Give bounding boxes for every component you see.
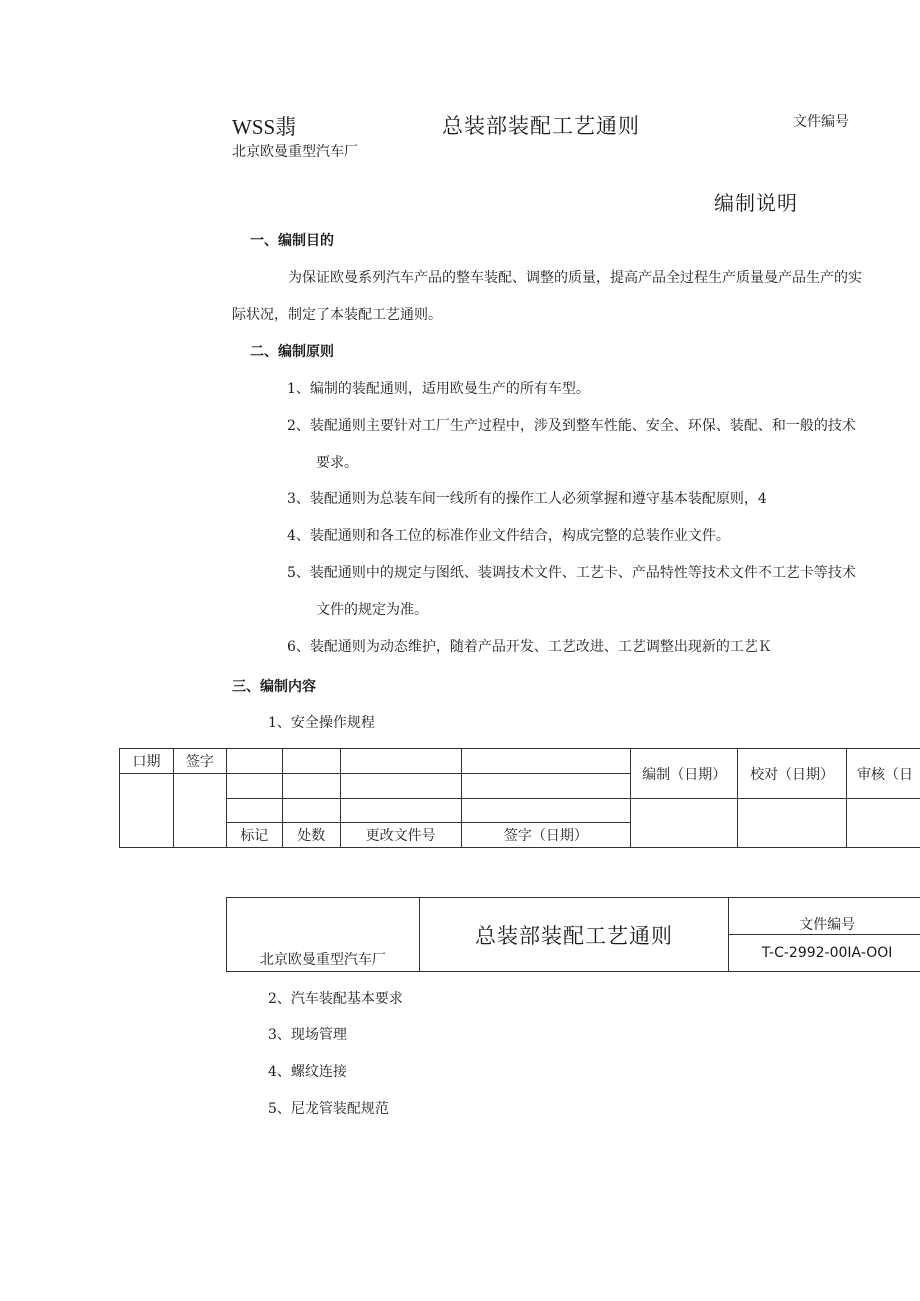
prepared-date-cell xyxy=(631,799,738,848)
principle-item-5-line2: 文件的规定为准。 xyxy=(316,602,428,618)
content-item-4: 4、螺纹连接 xyxy=(268,1064,347,1080)
empty-cell xyxy=(282,799,340,823)
date-header: 口期 xyxy=(120,749,174,774)
principle-item-2-line2: 要求。 xyxy=(316,455,358,471)
factory-name-cell: 北京欧曼重型汽车厂 xyxy=(227,898,420,972)
section-subtitle: 编制说明 xyxy=(714,191,798,215)
checked-date-cell xyxy=(738,799,847,848)
section-heading-purpose: 一、编制目的 xyxy=(250,233,334,249)
empty-cell xyxy=(282,749,340,774)
section-heading-contents: 三、编制内容 xyxy=(232,679,316,695)
content-item-3: 3、现场管理 xyxy=(268,1027,347,1043)
empty-cell xyxy=(340,799,461,823)
content-item-2: 2、汽车装配基本要求 xyxy=(268,991,403,1007)
purpose-paragraph-line1: 为保证欧曼系列汽车产品的整车装配、调整的质量，提高产品全过程生产质量曼产品生产的实 xyxy=(288,270,862,286)
empty-cell xyxy=(340,749,461,774)
factory-name: 北京欧曼重型汽车厂 xyxy=(232,144,358,160)
signature-header: 签字 xyxy=(173,749,226,774)
signature-cell xyxy=(173,774,226,848)
principle-item-1: 1、编制的装配通则，适用欧曼生产的所有车型。 xyxy=(287,381,590,397)
mark-header: 标记 xyxy=(226,823,282,848)
company-logo-text: WSS翡 xyxy=(232,115,297,139)
empty-cell xyxy=(340,774,461,799)
section-heading-principles: 二、编制原则 xyxy=(250,344,334,360)
empty-cell xyxy=(226,774,282,799)
empty-cell xyxy=(226,799,282,823)
empty-cell xyxy=(226,749,282,774)
principle-item-6: 6、装配通则为动态维护，随着产品开发、工艺改进、工艺调整出现新的工艺Ｋ xyxy=(287,639,772,655)
reviewed-date-header: 审核（日 xyxy=(847,749,920,799)
empty-cell xyxy=(461,774,631,799)
revision-signature-table xyxy=(119,748,920,848)
doc-number-label-cell: 文件编号 xyxy=(729,898,920,935)
date-cell xyxy=(120,774,174,848)
reviewed-date-cell xyxy=(847,799,920,848)
sign-date-header: 签字（日期） xyxy=(461,823,631,848)
purpose-paragraph-line2: 际状况，制定了本装配工艺通则。 xyxy=(232,307,442,323)
doc-number-value: T-C-2992-00IA-OOI xyxy=(729,935,920,972)
prepared-date-header: 编制（日期） xyxy=(631,749,738,799)
change-doc-no-header: 更改文件号 xyxy=(340,823,461,848)
content-item-5: 5、尼龙管装配规范 xyxy=(268,1101,389,1117)
empty-cell xyxy=(282,774,340,799)
principle-item-3: 3、装配通则为总装车间一线所有的操作工人必须掌握和遵守基本装配原则，4 xyxy=(287,491,767,507)
checked-date-header: 校对（日期） xyxy=(738,749,847,799)
count-header: 处数 xyxy=(282,823,340,848)
document-number-label: 文件编号 xyxy=(793,114,849,130)
content-item-1: 1、安全操作规程 xyxy=(268,715,375,731)
principle-item-2-line1: 2、装配通则主要针对工厂生产过程中，涉及到整车性能、安全、环保、装配、和一般的技术 xyxy=(287,418,856,434)
header-title-cell: 总装部装配工艺通则 xyxy=(419,898,729,972)
empty-cell xyxy=(461,799,631,823)
principle-item-5-line1: 5、装配通则中的规定与图纸、装调技术文件、工艺卡、产品特性等技术文件不工艺卡等技术 xyxy=(287,565,856,581)
principle-item-4: 4、装配通则和各工位的标准作业文件结合，构成完整的总装作业文件。 xyxy=(287,528,730,544)
page-header-table xyxy=(226,897,920,972)
document-title: 总装部装配工艺通则 xyxy=(442,114,640,138)
empty-cell xyxy=(461,749,631,774)
